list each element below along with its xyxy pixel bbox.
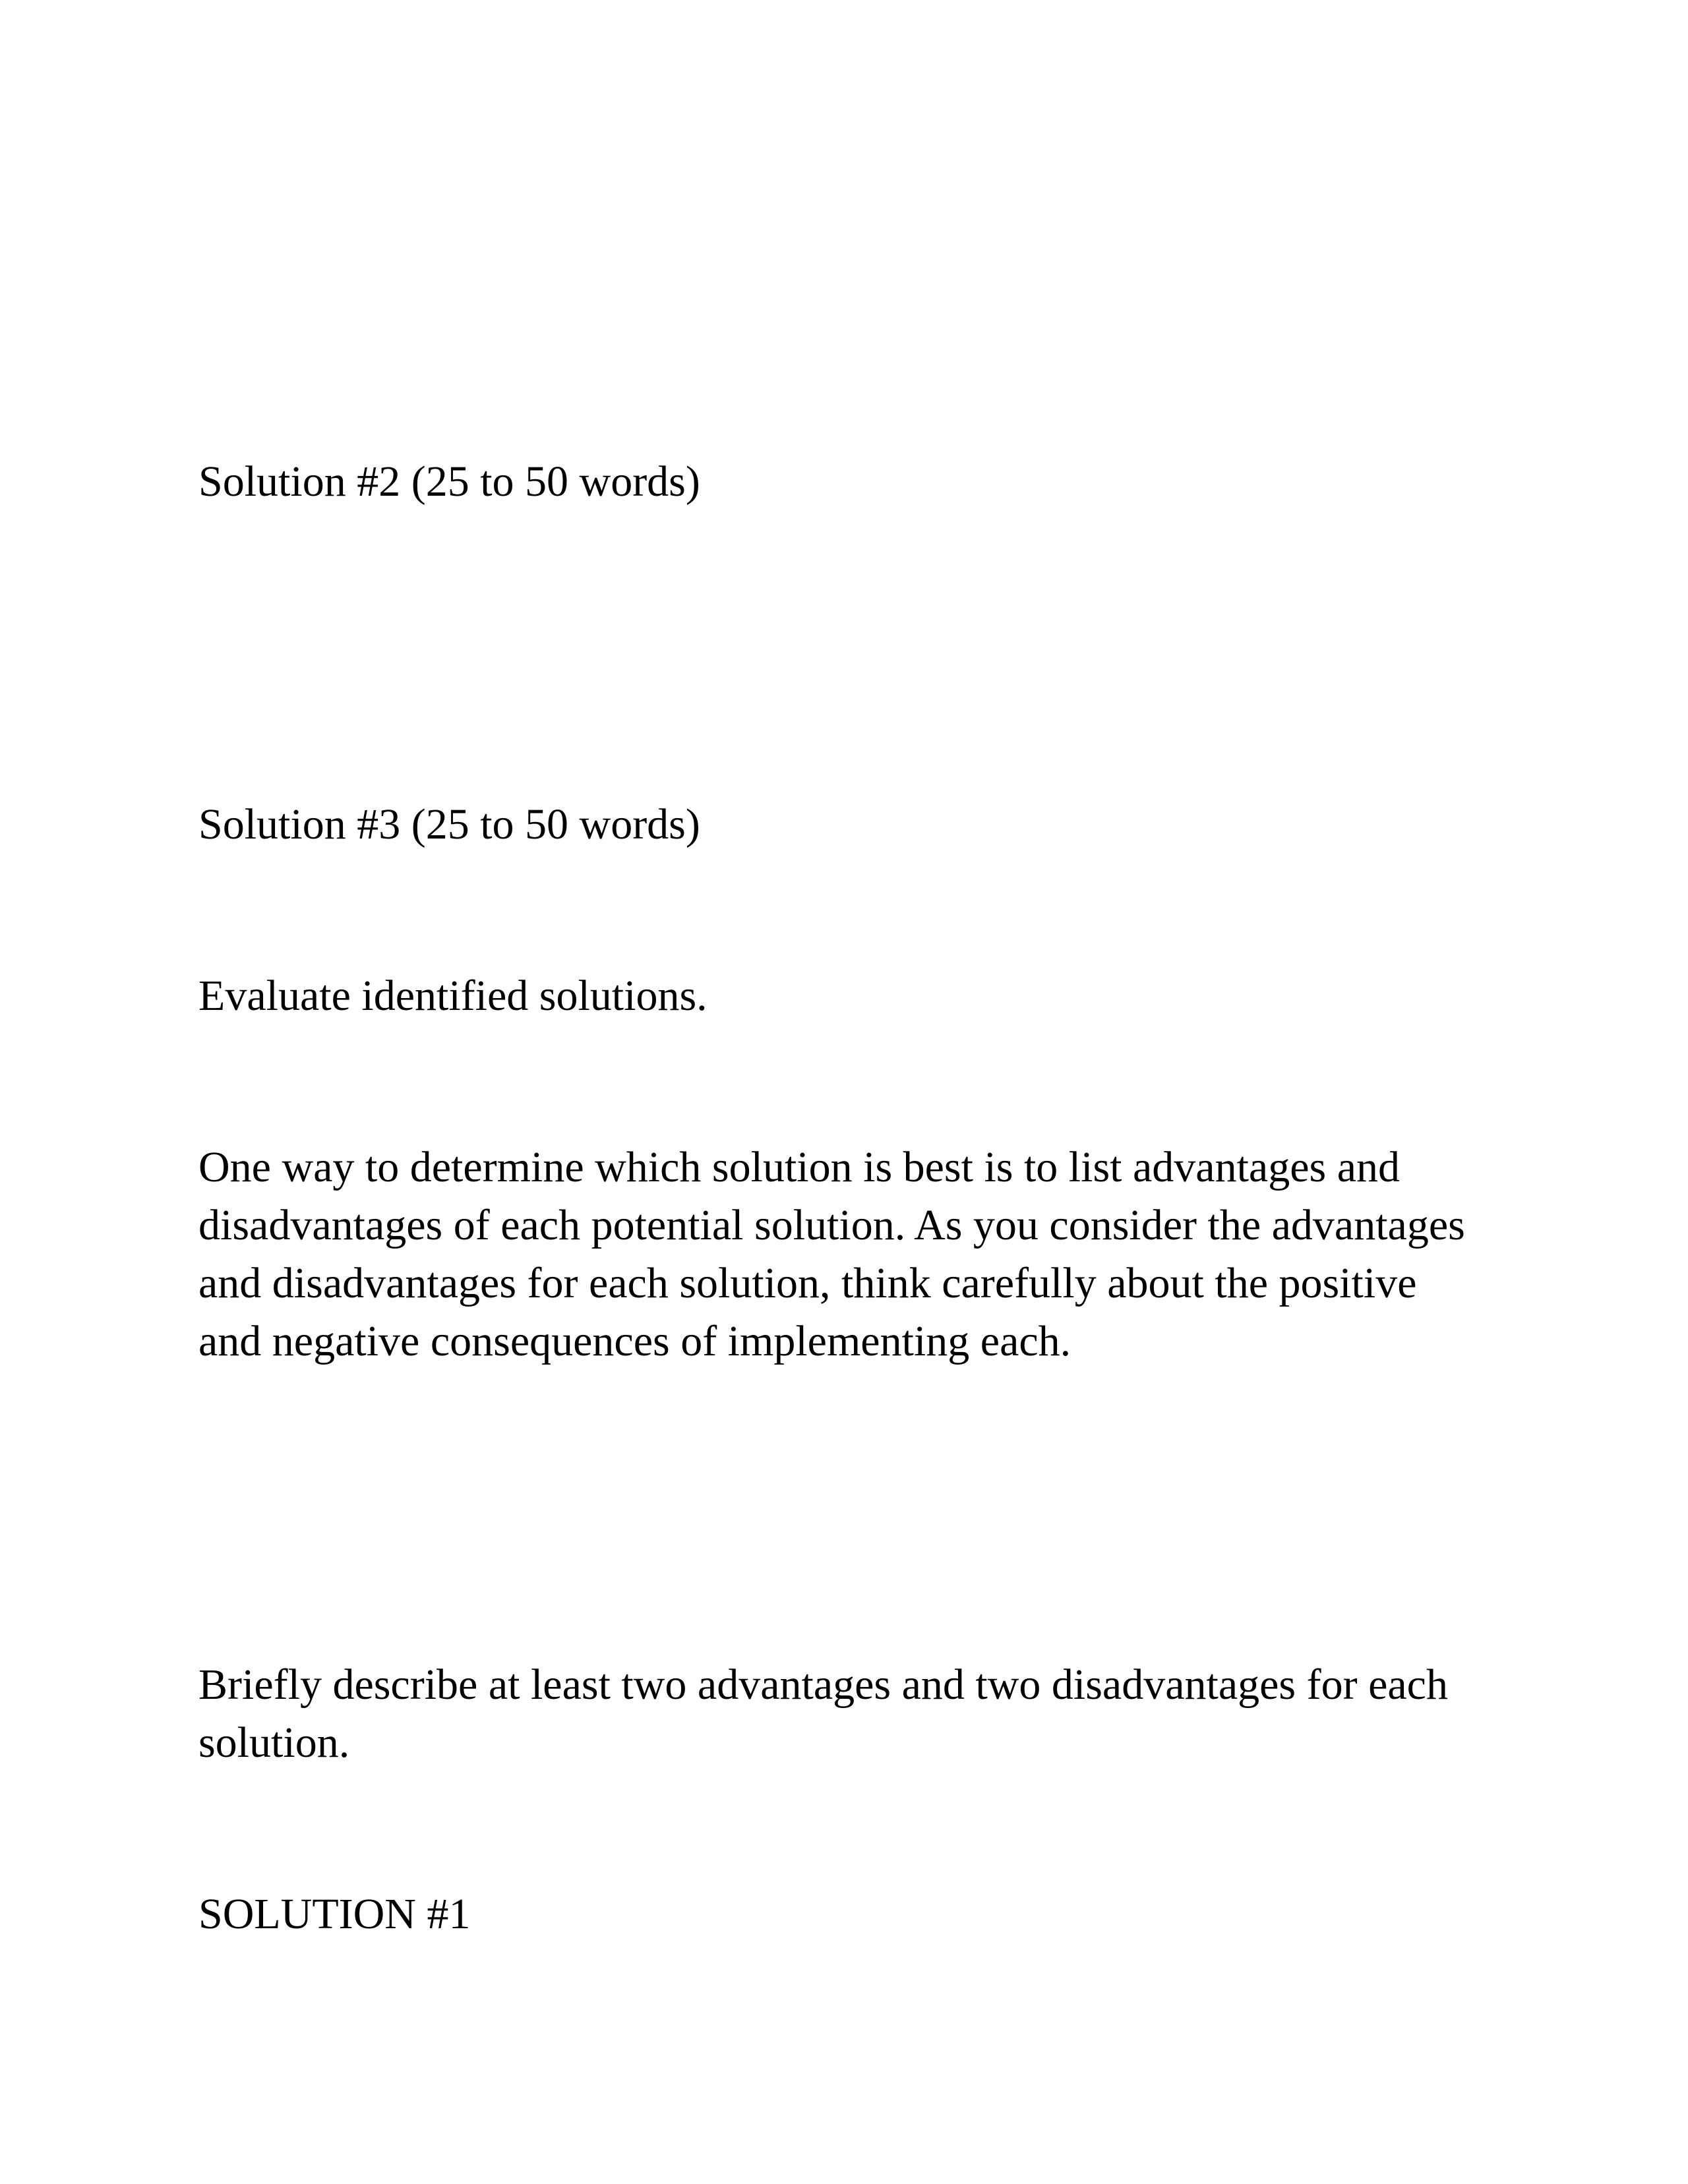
describe-instruction-line: solution. bbox=[198, 1719, 350, 1767]
evaluate-paragraph bbox=[198, 1138, 1511, 1371]
solution-2-prompt: Solution #2 (25 to 50 words) bbox=[198, 457, 700, 506]
solution-1-heading: SOLUTION #1 bbox=[198, 1890, 471, 1938]
evaluate-paragraph-line: and negative consequences of implementing each. bbox=[198, 1317, 1071, 1365]
describe-instruction bbox=[198, 1656, 1511, 1772]
evaluate-heading: Evaluate identified solutions. bbox=[198, 972, 708, 1020]
evaluate-paragraph-line: and disadvantages for each solution, think carefully about the positive bbox=[198, 1259, 1417, 1307]
describe-instruction-line: Briefly describe at least two advantages and two disadvantages for each bbox=[198, 1661, 1448, 1709]
evaluate-paragraph-line: disadvantages of each potential solution. As you consider the advantages bbox=[198, 1201, 1465, 1249]
evaluate-paragraph-line: One way to determine which solution is best is to list advantages and bbox=[198, 1143, 1400, 1191]
solution-3-prompt: Solution #3 (25 to 50 words) bbox=[198, 800, 700, 848]
